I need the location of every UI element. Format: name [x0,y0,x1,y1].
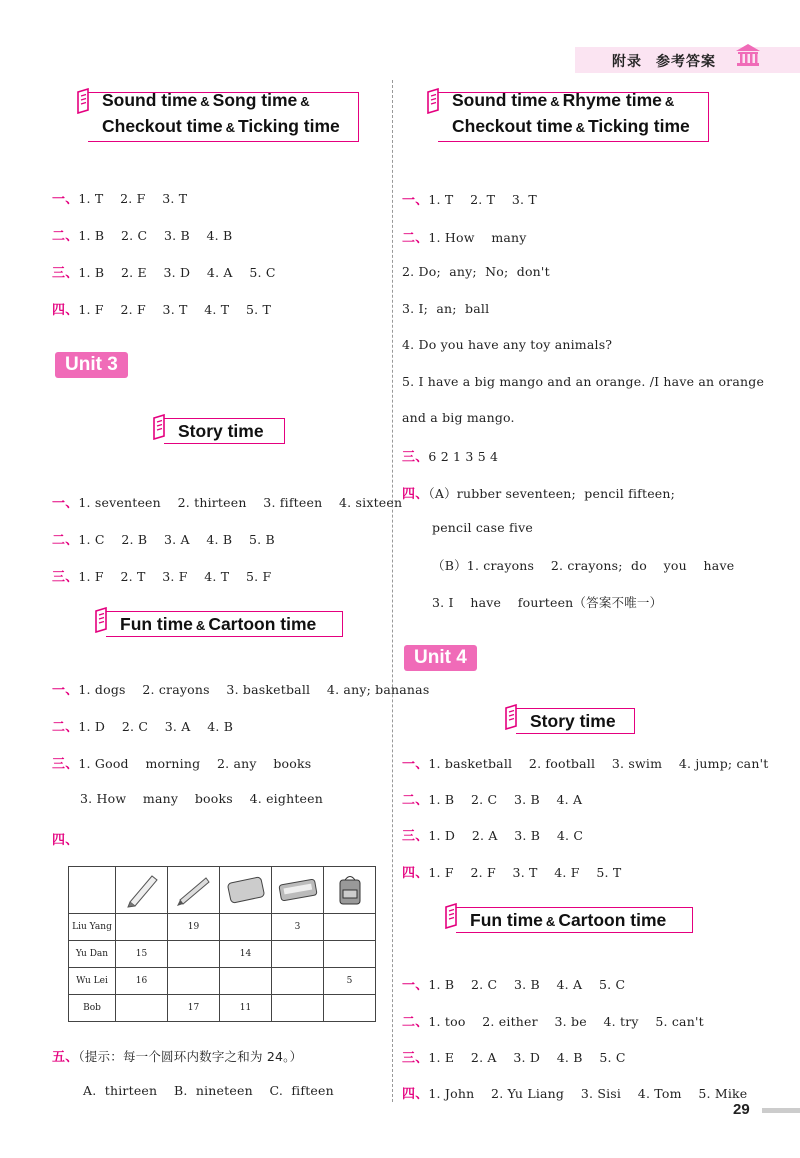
answer-line: 三、1. D 2. A 3. B 4. C [402,828,584,844]
section-title-fun-cartoon: Fun time & Cartoon time [444,903,666,929]
section-title-sound-song: Sound time & Song time & Checkout time & Ticking time [76,88,340,140]
schoolbag-icon [324,867,376,914]
column-divider [392,80,393,1102]
answer-line: 三、6 2 1 3 5 4 [402,449,499,465]
answer-line: A. thirteen B. nineteen C. fifteen [83,1083,334,1098]
rubber-icon [220,867,272,914]
answer-line: 3. I; an; ball [402,301,490,316]
page-number-bar [762,1108,800,1113]
answer-line: 三、1. Good morning 2. any books [52,756,312,772]
answer-line: 5. I have a big mango and an orange. /I have an orange [402,374,765,389]
answer-line: 一、1. T 2. T 3. T [402,192,537,208]
answer-line: 二、1. How many [402,230,527,246]
answer-line: 一、1. basketball 2. football 3. swim 4. jump; can't [402,756,769,772]
answer-line: and a big mango. [402,410,515,425]
answer-line: 二、1. too 2. either 3. be 4. try 5. can't [402,1014,704,1030]
answer-line: 四、（A）rubber seventeen; pencil fifteen; [402,486,676,502]
pen-icon [168,867,220,914]
answer-line: 四、1. F 2. F 3. T 4. T 5. T [52,302,272,318]
answer-line: pencil case five [432,520,533,535]
answer-line: 一、1. seventeen 2. thirteen 3. fifteen 4. sixteen [52,495,403,511]
section-title-story: Story time [152,414,264,438]
answer-line: 二、1. B 2. C 3. B 4. A [402,792,583,808]
answer-line: 二、1. C 2. B 3. A 4. B 5. B [52,532,275,548]
answer-line: 二、1. B 2. C 3. B 4. B [52,228,233,244]
answer-line: 五、（提示：每一个圆环内数字之和为 24。） [52,1049,303,1065]
answer-line: 三、1. B 2. E 3. D 4. A 5. C [52,265,276,281]
answer-table: Liu Yang 19 3 Yu Dan 15 14 Wu Lei 16 5 Bob 17 11 [68,866,376,1022]
answer-line: 3. I have fourteen（答案不唯一） [432,595,663,610]
section-title-story: Story time [504,704,616,728]
answer-line: （B）1. crayons 2. crayons; do you have [432,558,735,573]
answer-line: 四、 [52,833,79,848]
page-number: 29 [733,1101,750,1118]
answer-line: 一、1. B 2. C 3. B 4. A 5. C [402,977,626,993]
answer-line: 四、1. John 2. Yu Liang 3. Sisi 4. Tom 5. Mike [402,1086,748,1102]
unit-3-badge: Unit 3 [55,352,128,378]
unit-4-badge: Unit 4 [404,645,477,671]
answer-line: 一、1. dogs 2. crayons 3. basketball 4. any; bananas [52,682,430,698]
pencil-case-icon [272,867,324,914]
header-title: 附录 参考答案 [612,54,716,70]
answer-line: 四、1. F 2. F 3. T 4. F 5. T [402,865,622,881]
answer-line: 三、1. E 2. A 3. D 4. B 5. C [402,1050,626,1066]
answer-line: 3. How many books 4. eighteen [80,791,323,806]
answer-line: 4. Do you have any toy animals? [402,337,613,352]
answer-line: 一、1. T 2. F 3. T [52,191,188,207]
building-icon [735,42,761,68]
answer-line: 二、1. D 2. C 3. A 4. B [52,719,234,735]
pencil-icon [116,867,168,914]
section-title-fun-cartoon: Fun time & Cartoon time [94,607,316,633]
section-title-sound-rhyme: Sound time & Rhyme time & Checkout time & Ticking time [426,88,690,140]
answer-line: 三、1. F 2. T 3. F 4. T 5. F [52,569,272,585]
answer-line: 2. Do; any; No; don't [402,264,550,279]
